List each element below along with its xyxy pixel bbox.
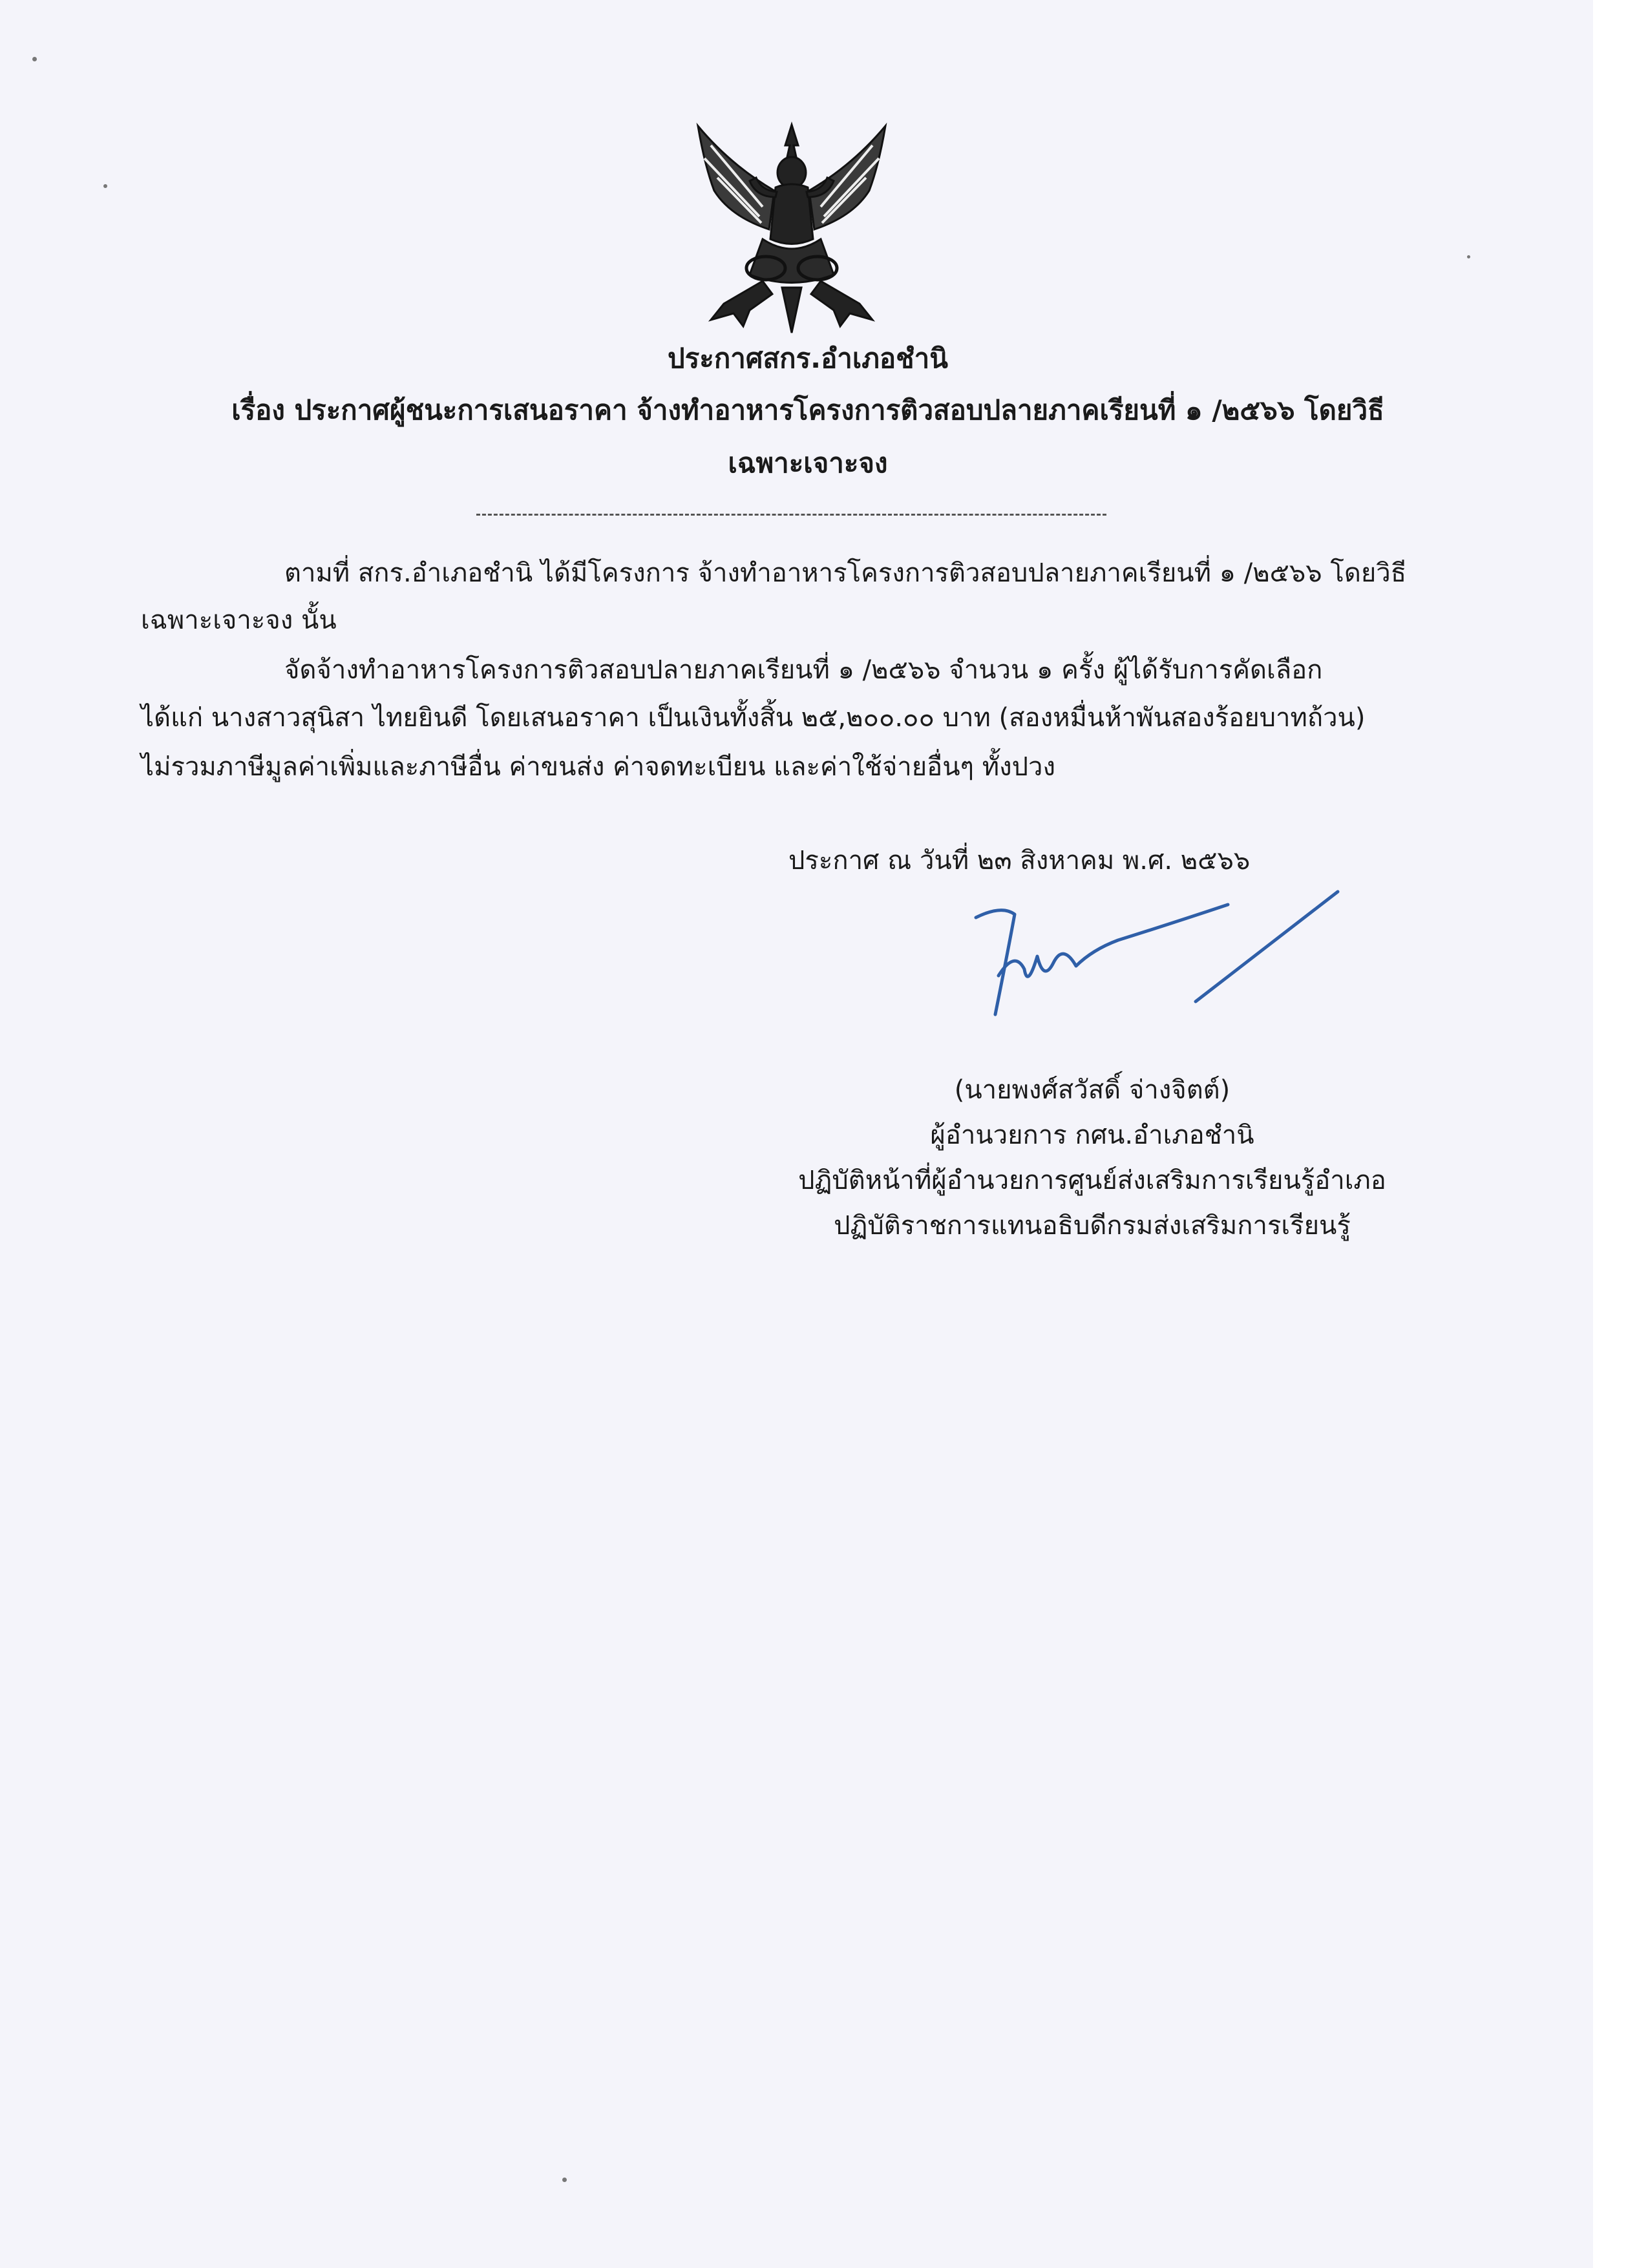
document-subject-line-2: เฉพาะเจาะจง	[728, 447, 888, 479]
paragraph-1-line-2: เฉพาะเจาะจง นั้น	[141, 605, 337, 635]
paragraph-1-line-1: ตามที่ สกร.อำเภอชำนิ ได้มีโครงการ จ้างทำอาหารโครงการติวสอบปลายภาคเรียนที่ ๑ /๒๕๖๖ โดยวิธี	[284, 558, 1407, 588]
document-subject-line-1: เรื่อง ประกาศผู้ชนะการเสนอราคา จ้างทำอาหารโครงการติวสอบปลายภาคเรียนที่ ๑ /๒๕๖๖ โดยวิธี	[231, 394, 1384, 426]
signatory-position-1: ผู้อำนวยการ กศน.อำเภอชำนิ	[930, 1120, 1254, 1150]
scan-speck	[103, 184, 107, 188]
garuda-emblem-icon	[685, 120, 898, 336]
scan-speck	[562, 2178, 567, 2182]
signatory-position-2: ปฏิบัติหน้าที่ผู้อำนวยการศูนย์ส่งเสริมการเรียนรู้อำเภอ	[798, 1166, 1386, 1195]
header-divider	[476, 514, 1106, 516]
paragraph-2-line-3: ไม่รวมภาษีมูลค่าเพิ่มและภาษีอื่น ค่าขนส่ง ค่าจดทะเบียน และค่าใช้จ่ายอื่นๆ ทั้งปวง	[141, 752, 1056, 782]
handwritten-signature	[963, 879, 1351, 1027]
announcement-date: ประกาศ ณ วันที่ ๒๓ สิงหาคม พ.ศ. ๒๕๖๖	[788, 846, 1251, 876]
document-title: ประกาศสกร.อำเภอชำนิ	[668, 342, 948, 374]
paragraph-2-line-1: จัดจ้างทำอาหารโครงการติวสอบปลายภาคเรียนที่ ๑ /๒๕๖๖ จำนวน ๑ ครั้ง ผู้ได้รับการคัดเลือก	[284, 655, 1323, 685]
paragraph-2-line-2: ได้แก่ นางสาวสุนิสา ไทยยินดี โดยเสนอราคา เป็นเงินทั้งสิ้น ๒๕,๒๐๐.๐๐ บาท (สองหมื่นห้าพันสองร้อยบาทถ้วน)	[141, 703, 1366, 733]
signatory-position-3: ปฏิบัติราชการแทนอธิบดีกรมส่งเสริมการเรียนรู้	[834, 1211, 1351, 1241]
signatory-name: (นายพงศ์สวัสดิ์ จ่างจิตต์)	[954, 1075, 1231, 1105]
scan-speck	[1467, 255, 1470, 258]
scan-speck	[32, 57, 37, 61]
